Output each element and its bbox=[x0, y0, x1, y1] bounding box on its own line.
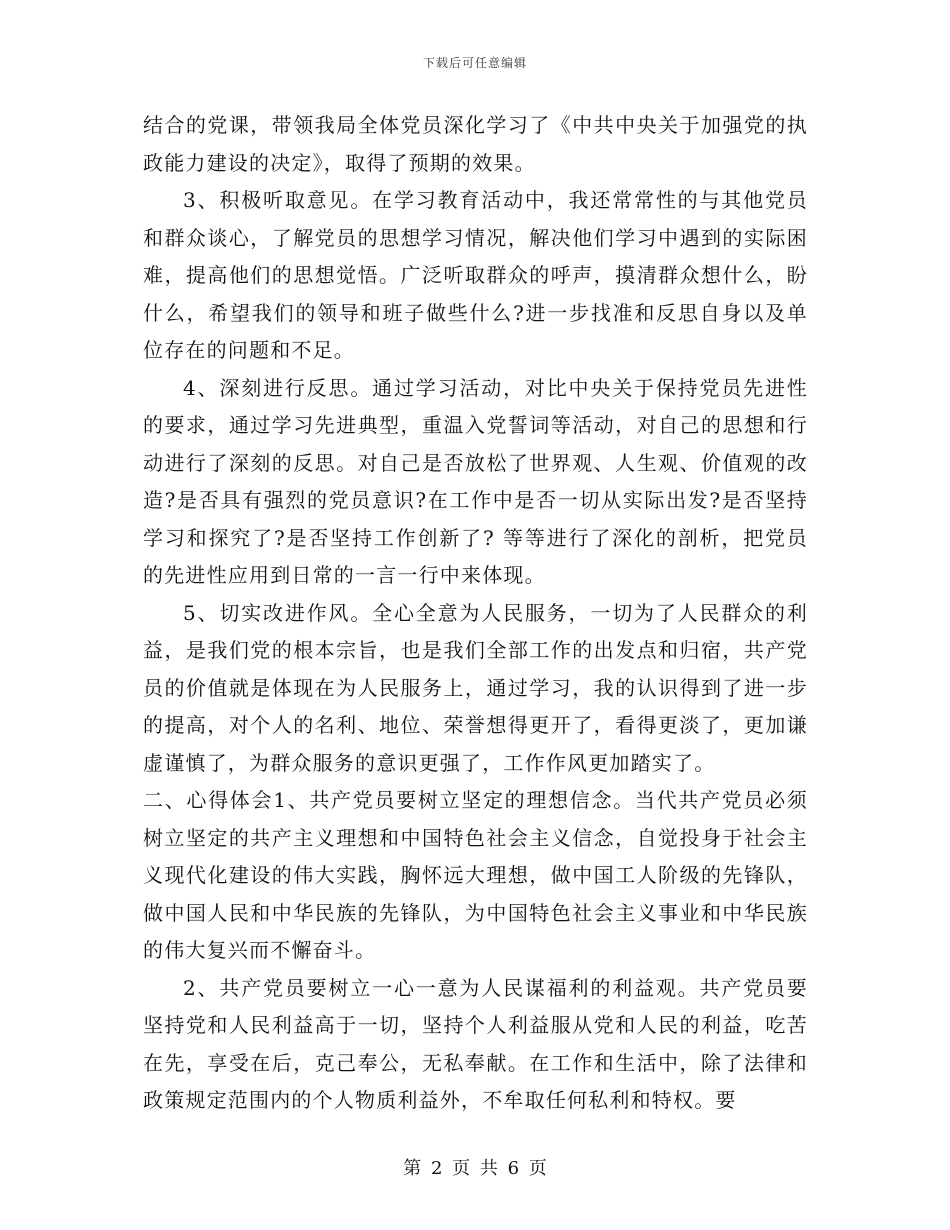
page-number: 第 2 页 共 6 页 bbox=[403, 1158, 547, 1179]
paragraph-continuation: 结合的党课，带领我局全体党员深化学习了《中共中央关于加强党的执政能力建设的决定》，取得了预期的效果。 bbox=[143, 113, 808, 175]
paragraph-section-2: 二、心得体会1、共产党员要树立坚定的理想信念。当代共产党员必须树立坚定的共产主义理想和中国特色社会主义信念，自觉投身于社会主义现代化建设的伟大实践，胸怀远大理想，做中国工人阶级的先锋队，做中国人民和中华民族的先锋队，为中国特色社会主义事业和中华民族的伟大复兴而不懈奋斗。 bbox=[143, 788, 808, 962]
page-header: 下载后可任意编辑 bbox=[422, 56, 527, 70]
paragraph-item-2: 2、共产党员要树立一心一意为人民谋福利的利益观。共产党员要坚持党和人民利益高于一切，坚持个人利益服从党和人民的利益，吃苦在先，享受在后，克己奉公，无私奉献。在工作和生活中，除了法律和政策规定范围内的个人物质利益外，不牟取任何私利和特权。要 bbox=[143, 975, 808, 1112]
paragraph-item-5: 5、切实改进作风。全心全意为人民服务，一切为了人民群众的利益，是我们党的根本宗旨，也是我们全部工作的出发点和归宿，共产党员的价值就是体现在为人民服务上，通过学习，我的认识得到了进一步的提高，对个人的名利、地位、荣誉想得更开了，看得更淡了，更加谦虚谨慎了，为群众服务的意识更强了，工作作风更加踏实了。 bbox=[143, 600, 808, 775]
document-body bbox=[143, 107, 808, 1120]
paragraph-item-4: 4、深刻进行反思。通过学习活动，对比中央关于保持党员先进性的要求，通过学习先进典型，重温入党誓词等活动，对自己的思想和行动进行了深刻的反思。对自己是否放松了世界观、人生观、价值观的改造?是否具有强烈的党员意识?在工作中是否一切从实际出发?是否坚持学习和探究了?是否坚持工作创新了? 等等进行了深化的剖析，把党员的先进性应用到日常的一言一行中来体现。 bbox=[143, 375, 808, 587]
paragraph-item-3: 3、积极听取意见。在学习教育活动中，我还常常性的与其他党员和群众谈心，了解党员的思想学习情况，解决他们学习中遇到的实际困难，提高他们的思想觉悟。广泛听取群众的呼声，摸清群众想什么，盼什么，希望我们的领导和班子做些什么?进一步找准和反思自身以及单位存在的问题和不足。 bbox=[143, 188, 808, 362]
